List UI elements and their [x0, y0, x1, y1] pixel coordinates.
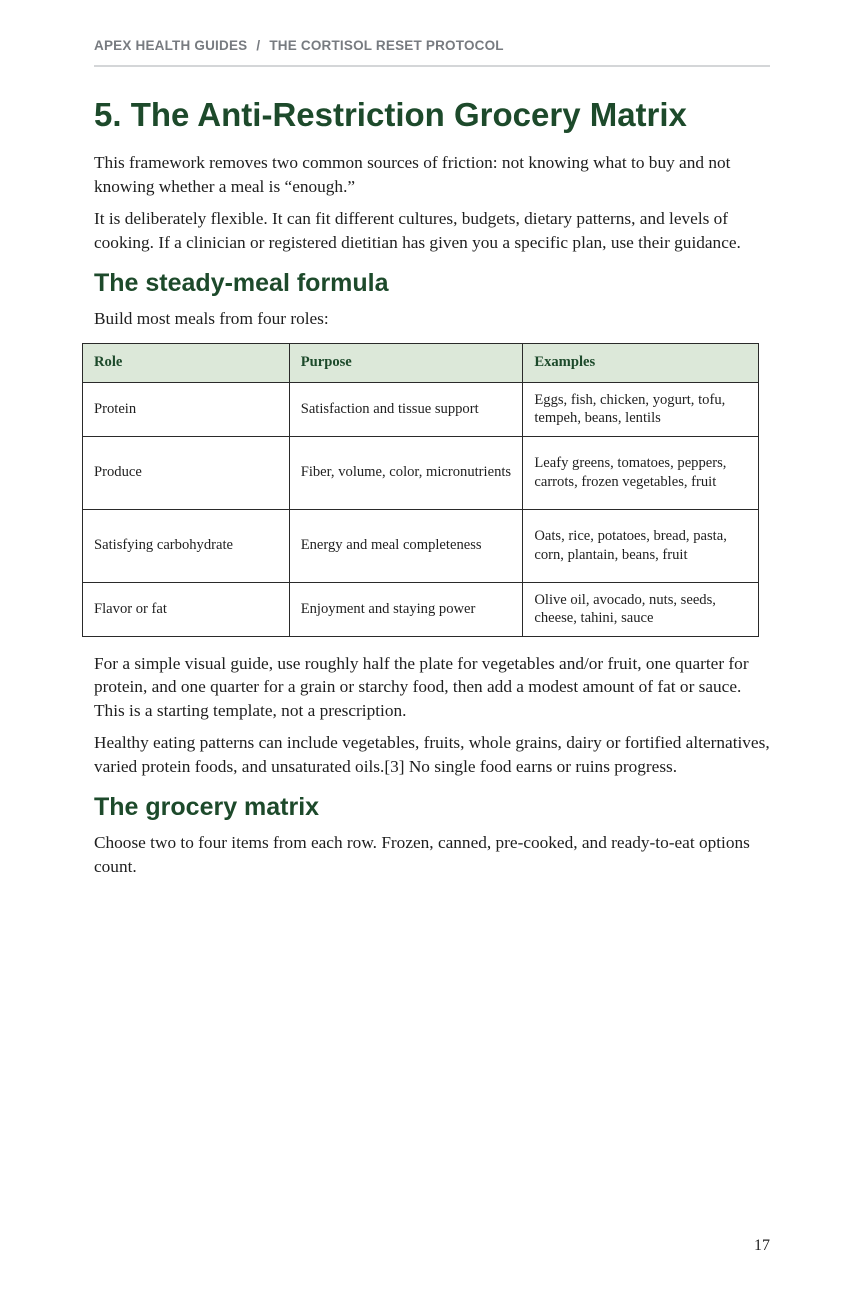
role-cell: Protein [83, 382, 290, 436]
intro-paragraph: This framework removes two common sources of friction: not knowing what to buy and not knowing whether a meal is “enough.” [94, 153, 731, 196]
table-row [83, 509, 759, 582]
role-cell: Produce [83, 436, 290, 509]
table-row [83, 582, 759, 636]
purpose-cell: Enjoyment and staying power [289, 582, 523, 636]
page-content [94, 94, 770, 887]
purpose-cell: Satisfaction and tissue support [289, 382, 523, 436]
grocery-matrix-paragraph: Choose two to four items from each row. Frozen, canned, pre-cooked, and ready-to-eat options count. [94, 833, 750, 876]
table-row [83, 436, 759, 509]
examples-cell: Leafy greens, tomatoes, peppers, carrots, frozen vegetables, fruit [523, 436, 759, 509]
column-header-purpose: Purpose [289, 343, 523, 382]
book-title-label: THE CORTISOL RESET PROTOCOL [269, 38, 504, 53]
steady-meal-heading: The steady-meal formula [94, 269, 389, 297]
guide-series-label: APEX HEALTH GUIDES [94, 38, 248, 53]
section-title: 5. The Anti-Restriction Grocery Matrix [94, 96, 687, 133]
steady-meal-lead: Build most meals from four roles: [94, 309, 329, 328]
column-header-role: Role [83, 343, 290, 382]
table-row [83, 382, 759, 436]
header-separator: / [256, 38, 261, 53]
purpose-cell: Energy and meal completeness [289, 509, 523, 582]
plate-guide-paragraph: For a simple visual guide, use roughly half the plate for vegetables and/or fruit, one quarter for protein, and one quarter for a grain or starchy food, then add a modest amount of fat or sauce. This is a starting template, not a prescription. [94, 653, 749, 720]
page-number: 17 [754, 1237, 770, 1254]
purpose-cell: Fiber, volume, color, micronutrients [289, 436, 523, 509]
intro-paragraph: It is deliberately flexible. It can fit different cultures, budgets, dietary patterns, and levels of cooking. If a clinician or registered dietitian has given you a specific plan, use their guidance. [94, 209, 741, 252]
meal-roles-table [82, 343, 759, 637]
healthy-patterns-paragraph: Healthy eating patterns can include vegetables, fruits, whole grains, dairy or fortified alternatives, varied protein foods, and unsaturated oils.[3] No single food earns or ruins progress. [94, 733, 770, 776]
examples-cell: Oats, rice, potatoes, bread, pasta, corn, plantain, beans, fruit [523, 509, 759, 582]
role-cell: Flavor or fat [83, 582, 290, 636]
examples-cell: Olive oil, avocado, nuts, seeds, cheese, tahini, sauce [523, 582, 759, 636]
grocery-matrix-heading: The grocery matrix [94, 793, 320, 821]
examples-cell: Eggs, fish, chicken, yogurt, tofu, tempeh, beans, lentils [523, 382, 759, 436]
table-header-row [83, 343, 759, 382]
column-header-examples: Examples [523, 343, 759, 382]
role-cell: Satisfying carbohydrate [83, 509, 290, 582]
running-header [94, 38, 770, 67]
